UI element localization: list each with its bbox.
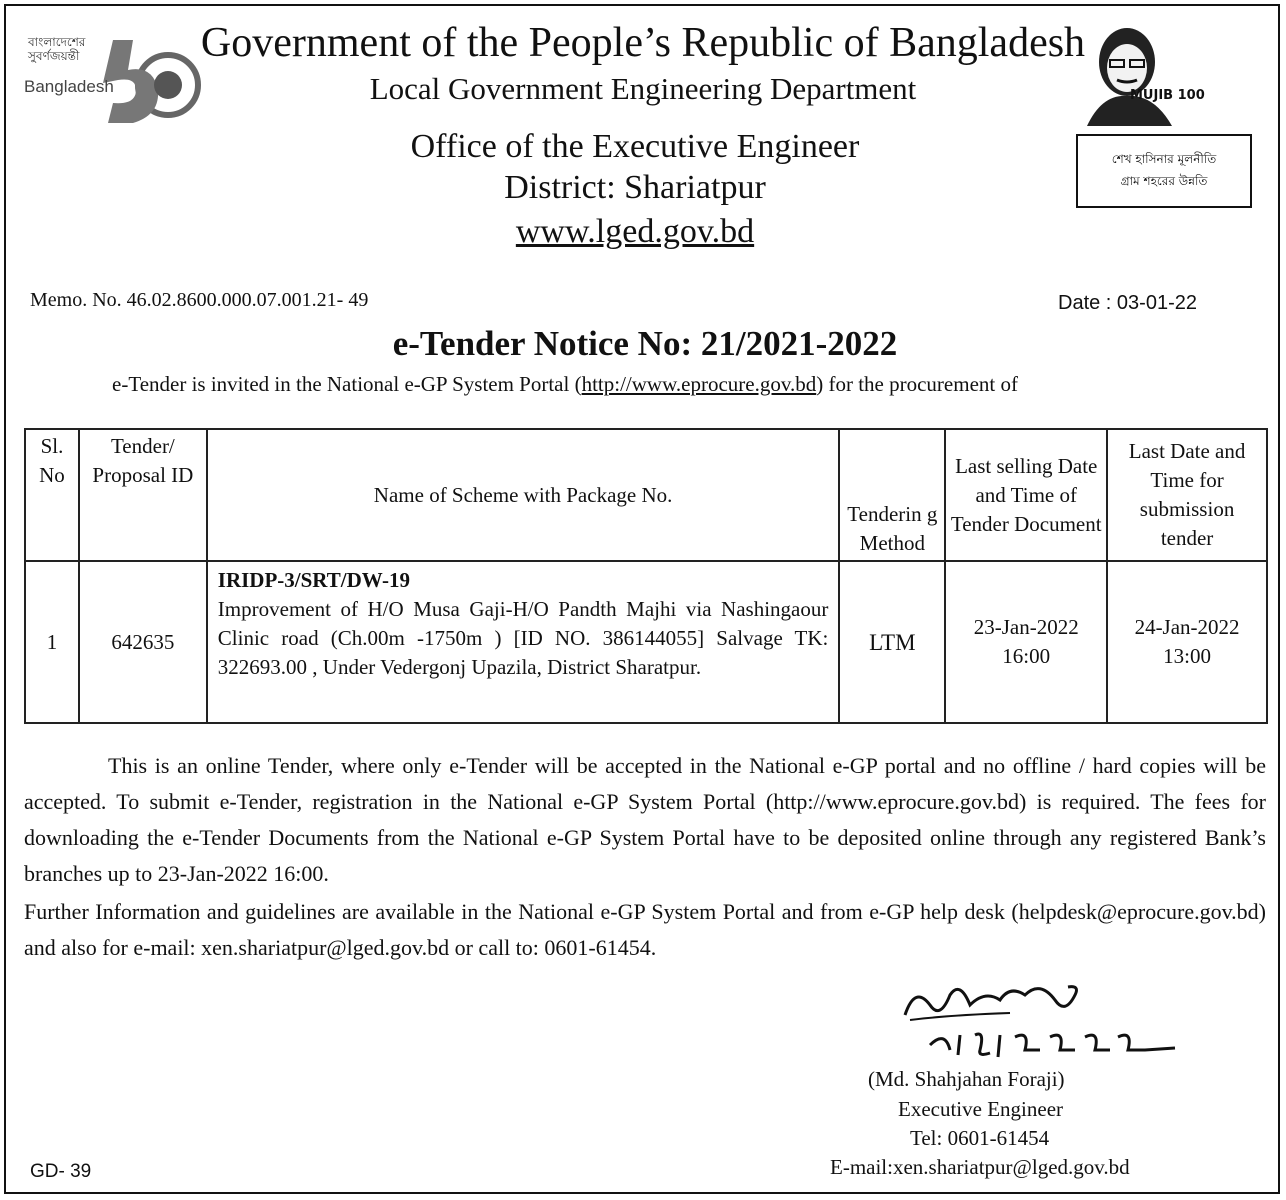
jubilee-bangla-text: বাংলাদেশের সুবর্ণজয়ন্তী (28, 35, 86, 63)
package-code: IRIDP-3/SRT/DW-19 (217, 568, 410, 592)
date-value: 03-01-22 (1116, 292, 1197, 314)
office-title: Office of the Executive Engineer (410, 128, 860, 165)
notice-date (1058, 290, 1197, 316)
cell-method: LTM (839, 561, 945, 723)
signatory-name: (Md. Shahjahan Foraji) (868, 1067, 1065, 1091)
jubilee-country-text: Bangladesh (24, 77, 114, 96)
invite-before: e-Tender is invited in the National e-GP System Portal ( (112, 372, 582, 396)
table-header-row (25, 429, 1267, 561)
invite-after: ) for the procurement of (816, 372, 1018, 396)
cell-tender-id: 642635 (79, 561, 207, 723)
footer-code: GD- 39 (30, 1161, 92, 1182)
district-title: District: Shariatpur (504, 169, 766, 206)
signatory-title: Executive Engineer (898, 1097, 1064, 1121)
government-title: Government of the People’s Republic of Bangladesh (200, 20, 1086, 66)
scheme-description: Improvement of H/O Musa Gaji-H/O Pandth Majhi via Nashingaour Clinic road (Ch.00m -1750m ) [ID NO. 386144055] Salvage TK: 322693.00 , Under Vedergonj Upazila, District Sharatpur. (217, 597, 829, 679)
motto-line-2: গ্রাম শহরের উন্নতি (1120, 174, 1208, 188)
notice-title: e-Tender Notice No: 21/2021-2022 (392, 324, 898, 363)
header-scheme: Name of Scheme with Package No. (207, 429, 840, 561)
header-last-submission: Last Date and Time for submission tender (1107, 429, 1267, 561)
cell-scheme (207, 561, 840, 723)
handwritten-signature-icon (890, 975, 1180, 1075)
department-title: Local Government Engineering Department (369, 71, 917, 106)
last-selling-date: 23-Jan-2022 (973, 615, 1079, 639)
mujib-caption: MUJIB 100 (1130, 88, 1205, 103)
header-tender-id: Tender/ Proposal ID (79, 429, 207, 561)
date-label: Date : (1058, 292, 1112, 314)
signatory-email: E-mail:xen.shariatpur@lged.gov.bd (830, 1155, 1130, 1179)
signature (890, 975, 1180, 1075)
website-link[interactable]: www.lged.gov.bd (515, 213, 755, 250)
last-submission-date: 24-Jan-2022 (1134, 615, 1240, 639)
eprocure-link[interactable]: http://www.eprocure.gov.bd (581, 372, 817, 396)
last-submission-time: 13:00 (1163, 644, 1211, 668)
last-selling-time: 16:00 (1002, 644, 1051, 668)
cell-last-submission (1107, 561, 1267, 723)
paragraph-further-info: Further Information and guidelines are available in the National e-GP System Portal and from e-GP help desk (helpdesk@eprocure.gov.bd) and also for e-mail: xen.shariatpur@lged.gov.bd or call to: 0601-61454. (24, 899, 1266, 960)
invite-line (0, 370, 1130, 398)
cell-sl: 1 (25, 561, 79, 723)
table-row (25, 561, 1267, 723)
tender-table (24, 428, 1268, 724)
signatory-tel: Tel: 0601-61454 (910, 1126, 1050, 1150)
header-method: Tenderin g Method (839, 429, 945, 561)
header-sl: Sl. No (25, 429, 79, 561)
motto-line-1: শেখ হাসিনার মূলনীতি (1111, 152, 1217, 166)
paragraph-online-tender: This is an online Tender, where only e-Tender will be accepted in the National e-GP portal and no offline / hard copies will be accepted. To submit e-Tender, registration in the National e-GP System Portal (http://www.eprocure.gov.bd) is required. The fees for downloading the e-Tender Documents from the National e-GP System Portal have to be deposited online through any registered Bank’s branches up to 23-Jan-2022 16:00. (24, 753, 1266, 886)
memo-number: Memo. No. 46.02.8600.000.07.001.21- 49 (30, 289, 369, 311)
cell-last-selling (945, 561, 1107, 723)
header-last-selling: Last selling Date and Time of Tender Document (945, 429, 1107, 561)
